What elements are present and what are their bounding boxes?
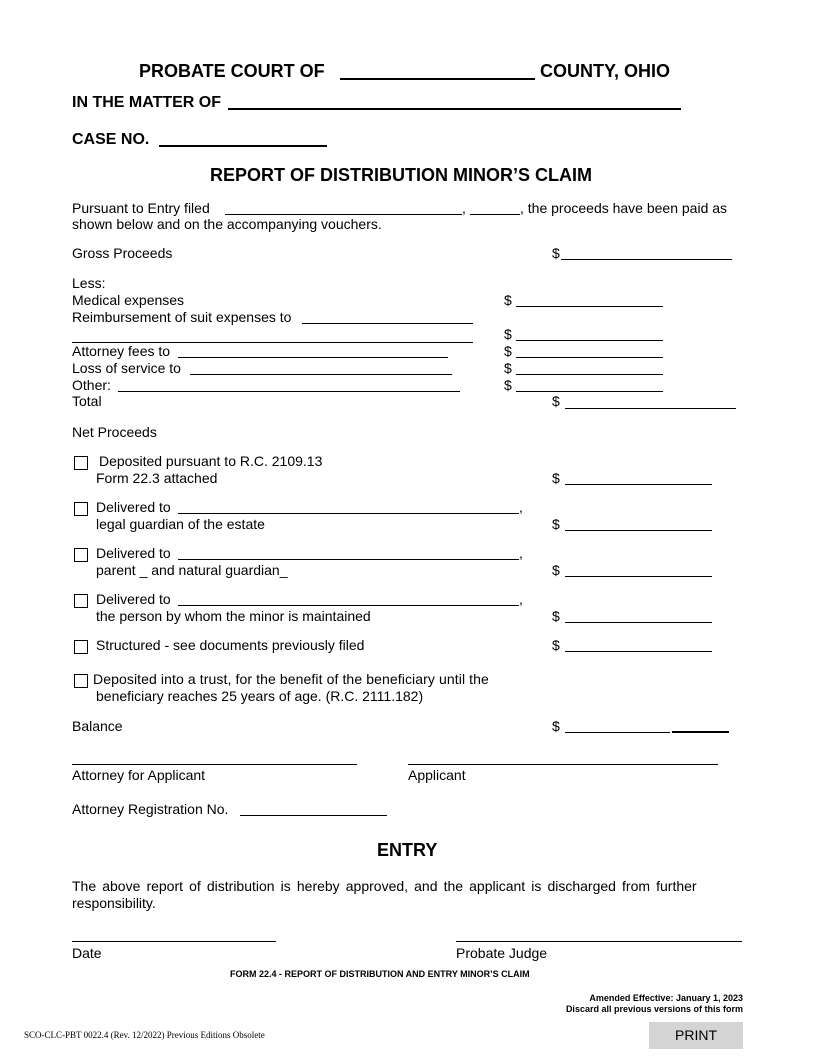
reimbursement-amount[interactable] xyxy=(516,340,663,341)
other-label: Other: xyxy=(72,377,111,393)
delivered-parent-field[interactable] xyxy=(178,559,519,560)
structured-amount[interactable] xyxy=(565,651,712,652)
delivered-guardian-sublabel: legal guardian of the estate xyxy=(96,516,265,532)
medical-amount[interactable] xyxy=(516,306,663,307)
discard-notice: Discard all previous versions of this form xyxy=(565,1004,743,1014)
delivered-parent-sublabel: parent _ and natural guardian_ xyxy=(96,562,288,578)
trust-sublabel: beneficiary reaches 25 years of age. (R.C. 2111.182) xyxy=(96,688,424,704)
gross-proceeds-label: Gross Proceeds xyxy=(72,245,173,261)
form-code: SCO-CLC-PBT 0022.4 (Rev. 12/2022) Previous Editions Obsolete xyxy=(24,1030,265,1040)
trust-label: Deposited into a trust, for the benefit of the beneficiary until the xyxy=(93,671,489,687)
deposited-checkbox[interactable] xyxy=(74,456,88,470)
county-name-field[interactable] xyxy=(340,78,535,80)
delivered-person-comma: , xyxy=(519,591,523,607)
loss-of-service-amount[interactable] xyxy=(516,374,663,375)
court-prefix: PROBATE COURT OF xyxy=(139,61,325,81)
balance-amount-underline xyxy=(672,731,729,733)
loss-of-service-label: Loss of service to xyxy=(72,360,181,376)
registration-field[interactable] xyxy=(240,815,387,816)
case-label: CASE NO. xyxy=(72,131,150,148)
attorney-fees-label: Attorney fees to xyxy=(72,343,171,359)
net-proceeds-label: Net Proceeds xyxy=(72,424,157,440)
structured-label: Structured - see documents previously filed xyxy=(96,637,365,653)
total-label: Total xyxy=(72,393,102,409)
deposited-sublabel: Form 22.3 attached xyxy=(96,470,218,486)
deposited-amount[interactable] xyxy=(565,484,712,485)
attorney-signature-line[interactable] xyxy=(72,764,357,765)
matter-label: IN THE MATTER OF xyxy=(72,94,222,111)
delivered-person-amount[interactable] xyxy=(565,622,712,623)
delivered-parent-label: Delivered to xyxy=(96,545,171,561)
entry-year-field[interactable] xyxy=(470,214,520,215)
less-label: Less: xyxy=(72,275,106,291)
loss-of-service-to-field[interactable] xyxy=(190,374,452,375)
date-label: Date xyxy=(72,945,102,961)
attorney-fees-amount[interactable] xyxy=(516,357,663,358)
court-suffix: COUNTY, OHIO xyxy=(540,61,671,81)
currency-sign: $ xyxy=(504,360,512,376)
intro-line2: shown below and on the accompanying vouchers. xyxy=(72,216,382,232)
applicant-label: Applicant xyxy=(408,767,466,783)
delivered-parent-checkbox[interactable] xyxy=(74,548,88,562)
proceeds-text: , the proceeds have been paid as xyxy=(520,200,728,216)
reimbursement-to-field[interactable] xyxy=(302,323,473,324)
currency-sign: $ xyxy=(552,637,560,653)
currency-sign: $ xyxy=(552,562,560,578)
attorney-fees-to-field[interactable] xyxy=(178,357,448,358)
other-field[interactable] xyxy=(118,391,460,392)
currency-sign: $ xyxy=(504,377,512,393)
registration-label: Attorney Registration No. xyxy=(72,801,229,817)
delivered-person-sublabel: the person by whom the minor is maintained xyxy=(96,608,371,624)
currency-sign: $ xyxy=(552,245,560,261)
entry-text-line2: responsibility. xyxy=(72,895,156,911)
print-button[interactable]: PRINT xyxy=(649,1022,743,1049)
date-line[interactable] xyxy=(72,941,276,942)
currency-sign: $ xyxy=(504,292,512,308)
case-number-field[interactable] xyxy=(159,145,327,147)
applicant-signature-line[interactable] xyxy=(408,764,718,765)
judge-signature-line[interactable] xyxy=(456,941,742,942)
matter-field[interactable] xyxy=(228,108,681,110)
gross-proceeds-amount[interactable] xyxy=(561,259,732,260)
delivered-guardian-checkbox[interactable] xyxy=(74,502,88,516)
other-amount[interactable] xyxy=(516,391,663,392)
balance-amount[interactable] xyxy=(565,732,670,733)
form-title: FORM 22.4 - REPORT OF DISTRIBUTION AND ENTRY MINOR’S CLAIM xyxy=(230,969,530,979)
entry-text: The above report of distribution is hereby approved, and the applicant is discharged from further xyxy=(72,878,697,894)
medical-label: Medical expenses xyxy=(72,292,185,308)
entry-title: ENTRY xyxy=(377,840,438,860)
delivered-guardian-field[interactable] xyxy=(178,513,519,514)
currency-sign: $ xyxy=(552,718,560,734)
trust-checkbox[interactable] xyxy=(74,674,88,688)
total-amount[interactable] xyxy=(565,408,736,409)
pursuant-label: Pursuant to Entry filed xyxy=(72,200,210,216)
balance-label: Balance xyxy=(72,718,123,734)
delivered-guardian-comma: , xyxy=(519,499,523,515)
currency-sign: $ xyxy=(504,326,512,342)
structured-checkbox[interactable] xyxy=(74,640,88,654)
currency-sign: $ xyxy=(552,516,560,532)
intro-comma: , xyxy=(462,200,466,216)
deposited-label: Deposited pursuant to R.C. 2109.13 xyxy=(99,453,323,469)
page-title: REPORT OF DISTRIBUTION MINOR’S CLAIM xyxy=(210,165,592,185)
entry-filed-field[interactable] xyxy=(225,214,462,215)
delivered-person-label: Delivered to xyxy=(96,591,171,607)
currency-sign: $ xyxy=(504,343,512,359)
delivered-parent-amount[interactable] xyxy=(565,576,712,577)
reimbursement-label: Reimbursement of suit expenses to xyxy=(72,309,292,325)
attorney-label: Attorney for Applicant xyxy=(72,767,206,783)
currency-sign: $ xyxy=(552,470,560,486)
currency-sign: $ xyxy=(552,393,560,409)
delivered-guardian-label: Delivered to xyxy=(96,499,171,515)
delivered-person-field[interactable] xyxy=(178,605,519,606)
delivered-guardian-amount[interactable] xyxy=(565,530,712,531)
judge-label: Probate Judge xyxy=(456,945,548,961)
delivered-person-checkbox[interactable] xyxy=(74,594,88,608)
amended-date: Amended Effective: January 1, 2023 xyxy=(589,993,743,1003)
delivered-parent-comma: , xyxy=(519,545,523,561)
currency-sign: $ xyxy=(552,608,560,624)
